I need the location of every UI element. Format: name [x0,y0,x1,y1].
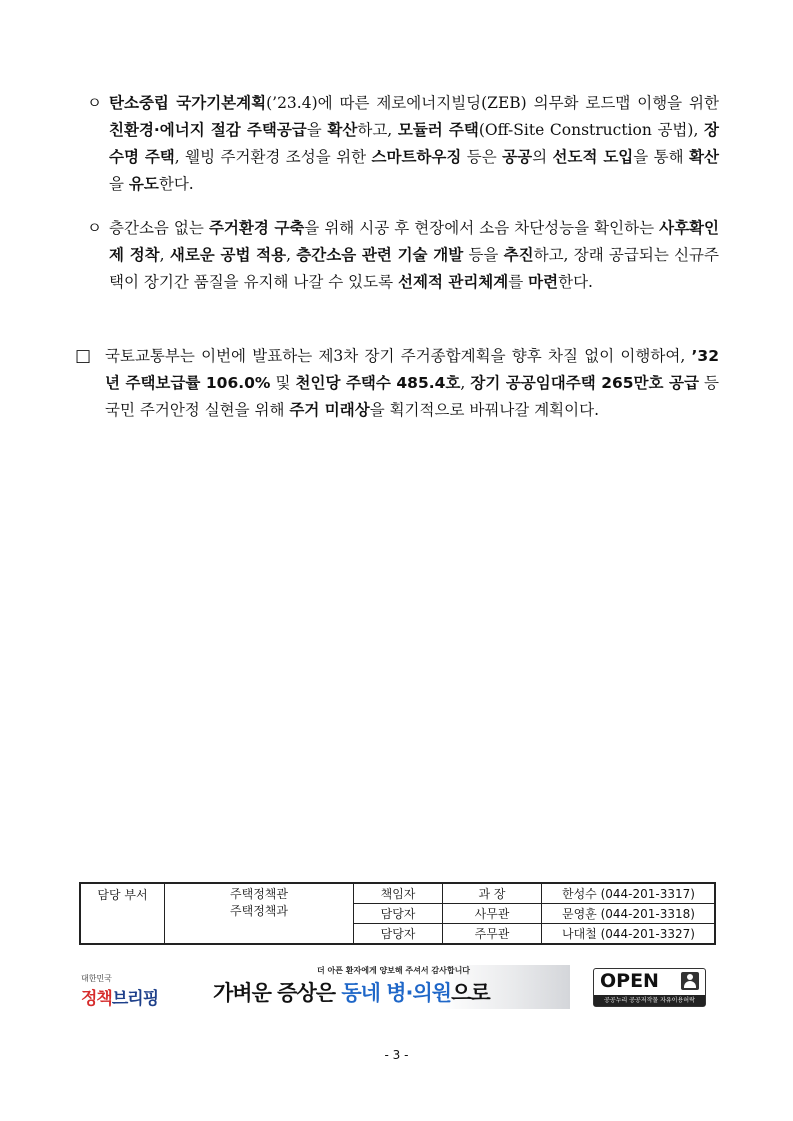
footer-banner [79,965,716,1010]
emphasis-text: 새로운 공법 적용 [169,246,287,264]
ad-main-part: 으로 [451,981,490,1005]
body-text: 를 [508,273,529,291]
paragraph-text [109,215,719,296]
body-text: 을 [109,175,129,193]
emphasis-text: 친환경·에너지 절감 주택공급 [109,121,307,139]
paragraph-summary [75,343,719,424]
emphasis-text: 선도적 도입 [552,148,634,166]
logo-big-text [81,984,171,1009]
contact-name: 나대철 (044-201-3327) [542,924,716,945]
open-license-badge[interactable] [593,968,706,1007]
emphasis-text: 선제적 관리체계 [398,273,509,291]
emphasis-text: 주거환경 구축 [208,219,305,237]
page-number: - 3 - [384,1048,409,1062]
dept-names [165,883,354,944]
body-text: , 웰빙 주거환경 조성을 위한 [174,148,372,166]
emphasis-text: 주거 미래상 [289,401,370,419]
paragraph-zeb [87,90,719,198]
attribution-icon [681,972,699,990]
contact-role: 담당자 [354,904,443,924]
emphasis-text: 확산 [327,121,358,139]
emphasis-text: 모듈러 주택 [397,121,479,139]
bullet-circle: ㅇ [87,219,102,237]
emphasis-text: 층간소음 관련 기술 개발 [296,246,464,264]
body-text: 한다. [158,175,194,193]
paragraph-noise [87,215,719,296]
body-text: 을 위해 시공 후 현장에서 소음 차단성능을 확인하는 [304,219,660,237]
contact-title: 과 장 [443,883,542,904]
dept-line: 주택정책관 [230,887,288,901]
body-text: 등 국민 주거안정 실현을 위해 [105,374,719,419]
emphasis-text: 장수명 주택 [109,121,719,166]
emphasis-text: 스마트하우징 [371,148,462,166]
body-text: 국토교통부는 이번에 발표하는 제3차 장기 주거종합계획을 향후 차질 없이 이행하여, [105,347,692,365]
bullet-square: □ [75,346,92,366]
ad-main-part: 동네 병·의원 [341,981,452,1005]
body-text: 및 [270,374,296,392]
contact-title: 주무관 [443,924,542,945]
policy-briefing-logo[interactable] [81,973,171,1009]
emphasis-text: 유도 [128,175,159,193]
body-text: 하고, 장래 공급되는 신규주택이 장기간 품질을 유지해 나갈 수 있도록 [109,246,719,291]
contact-name: 한성수 (044-201-3317) [542,883,716,904]
body-text: 을 [306,121,328,139]
emphasis-text: 확산 [689,148,719,166]
body-text: 층간소음 없는 [109,219,209,237]
open-word: OPEN [600,970,659,992]
ad-top-text: 더 아픈 환자에게 양보해 주셔서 감사합니다 [317,966,471,975]
emphasis-text: ’32년 주택보급률 106.0% [105,347,719,392]
emphasis-text: 추진 [503,246,534,264]
emphasis-text: 장기 공공임대주택 265만호 공급 [470,374,699,392]
contact-role: 담당자 [354,924,443,945]
table-row [80,883,715,904]
ad-main-text [213,977,490,1007]
contact-title: 사무관 [443,904,542,924]
body-text: 등은 [461,148,503,166]
body-text: 하고, [357,121,398,139]
body-text: 을 획기적으로 바꿔나갈 계획이다. [369,401,600,419]
body-text: (’23.4)에 따른 제로에너지빌딩(ZEB) 의무화 로드맵 이행을 위한 [266,94,719,112]
contact-table [79,882,716,945]
emphasis-text: 마련 [528,273,559,291]
open-license-bar: 공공누리 공공저작물 자유이용허락 [594,995,705,1006]
dept-label: 담당 부서 [80,883,165,944]
bullet-circle: ㅇ [87,94,102,112]
body-text: , [159,246,170,264]
clinic-ad-banner[interactable] [197,965,570,1009]
dept-line: 주택정책과 [230,904,288,918]
emphasis-text: 사후확인제 정착 [109,219,719,264]
body-text: (Off-Site Construction 공법), [478,121,705,139]
ad-main-part: 가벼운 증상은 [213,981,342,1005]
body-text: 한다. [558,273,593,291]
logo-small-text: 대한민국 [81,974,112,983]
emphasis-text: 천인당 주택수 485.4호 [295,374,461,392]
logo-big-part: 브리핑 [111,989,159,1009]
emphasis-text: 탄소중립 국가기본계획 [109,94,267,112]
paragraph-text [109,90,719,198]
body-text: 의 [532,148,553,166]
paragraph-text [105,343,719,424]
body-text: 을 통해 [633,148,690,166]
emphasis-text: 공공 [502,148,533,166]
body-text: , [460,374,471,392]
contact-role: 책임자 [354,883,443,904]
body-text: 등을 [463,246,504,264]
logo-big-part: 정책 [81,989,112,1009]
contact-name: 문영훈 (044-201-3318) [542,904,716,924]
body-text: , [286,246,297,264]
